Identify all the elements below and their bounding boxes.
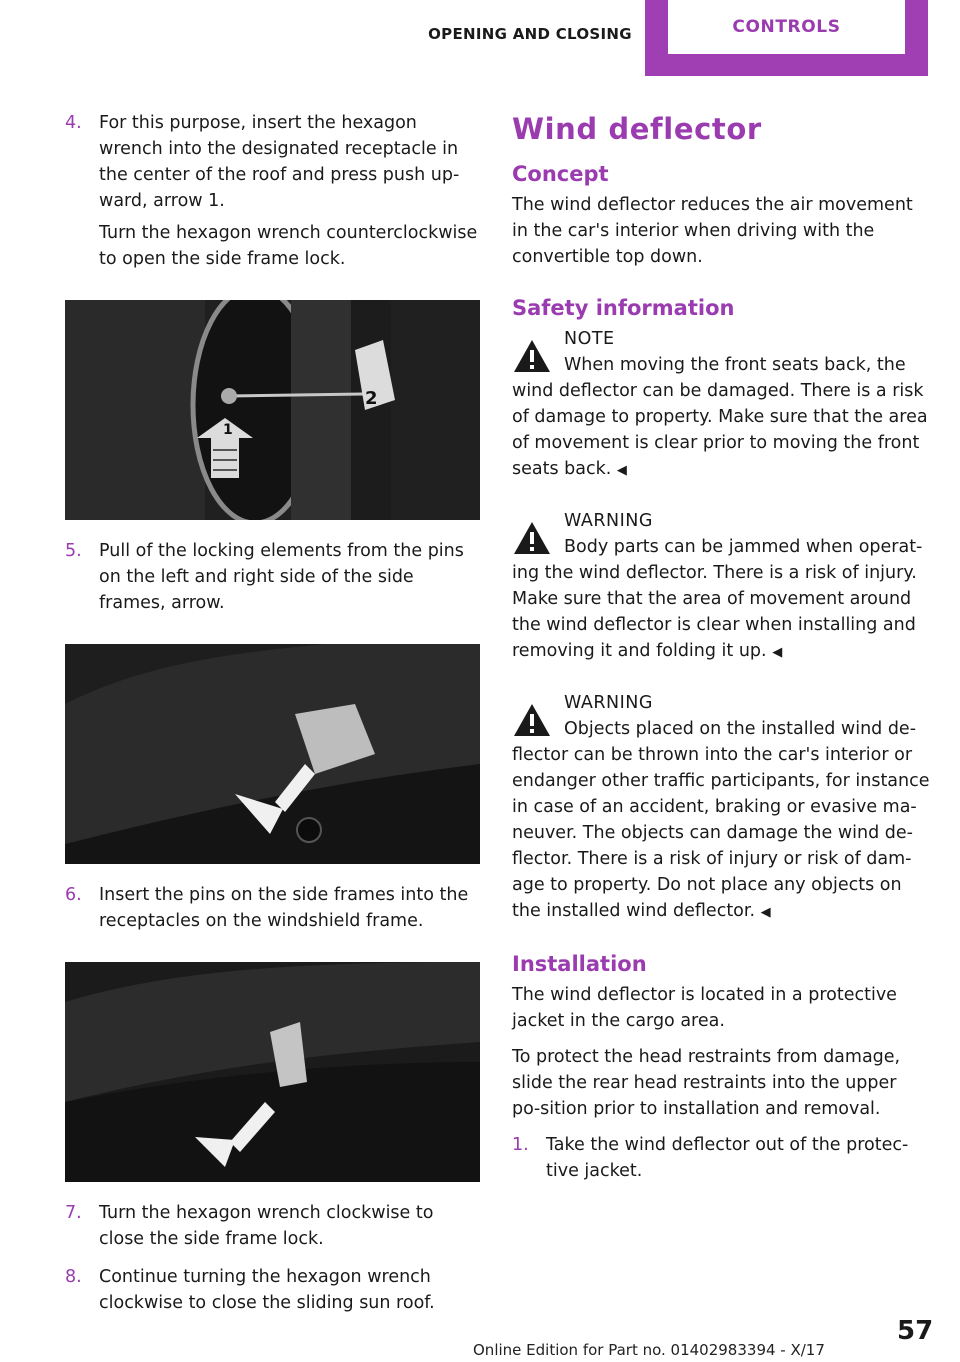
step-text: For this purpose, insert the hexagon wrench into the designated receptacle in the center of the roof and press push up‐ward, arrow 1. (99, 113, 460, 211)
header-chapter-label: CONTROLS (668, 0, 905, 54)
step-text: Turn the hexagon wrench counterclockwise to open the side frame lock. (99, 223, 478, 269)
header-chapter-tab (645, 0, 928, 76)
installation-text-2: To protect the head restraints from damage, slide the rear head restraints into the upper po‐sition prior to installation and removal. (512, 1047, 901, 1119)
warning-triangle-icon (512, 702, 552, 738)
step-number: 5. (65, 541, 82, 561)
end-mark-icon: ◀ (616, 463, 627, 478)
warning-triangle-icon (512, 338, 552, 374)
note-notice (512, 326, 930, 484)
figure-label-1: 1 (223, 422, 233, 438)
left-column (65, 110, 480, 1328)
step-7 (65, 1200, 480, 1258)
note-warning-objects (512, 690, 930, 926)
end-mark-icon: ◀ (772, 645, 783, 660)
step-8 (65, 1264, 480, 1322)
install-step-1 (512, 1132, 930, 1190)
warning-triangle-icon (512, 520, 552, 556)
note-warning-jam (512, 508, 930, 666)
step-number: 6. (65, 885, 82, 905)
step-4 (65, 110, 480, 278)
note-text: Objects placed on the installed wind de‐flector can be thrown into the car's interior or endanger other traffic participants, for instance in case of an accident, braking or evasive ma‐neuver. The objects can damage the wind de‐flector. There is a risk of injury or risk of dam‐age to property. Do not place any objects on the installed wind deflector. (512, 719, 930, 921)
step-text: Continue turning the hexagon wrench clockwise to close the sliding sun roof. (99, 1267, 435, 1313)
installation-text-1: The wind deflector is located in a protective jacket in the cargo area. (512, 985, 897, 1031)
step-text: Take the wind deflector out of the protec‐tive jacket. (546, 1135, 909, 1181)
step-number: 1. (512, 1135, 529, 1155)
step-text: Turn the hexagon wrench clockwise to close the side frame lock. (99, 1203, 434, 1249)
figure-locking-elements (65, 644, 480, 864)
page-number: 57 (897, 1316, 934, 1346)
installation-heading: Installation (512, 952, 647, 976)
step-number: 8. (65, 1267, 82, 1287)
header-section-title: OPENING AND CLOSING (428, 25, 632, 43)
concept-text: The wind deflector reduces the air movement in the car's interior when driving with the convertible top down. (512, 195, 913, 267)
step-number: 4. (65, 113, 82, 133)
end-mark-icon: ◀ (760, 905, 771, 920)
note-heading: WARNING (564, 693, 653, 713)
figure-hexagon-wrench-receptacle (65, 300, 480, 520)
footer-edition: Online Edition for Part no. 01402983394 - X/17 (473, 1341, 825, 1359)
section-title: Wind deflector (512, 112, 762, 146)
step-text: Pull of the locking elements from the pins on the left and right side of the side frames, arrow. (99, 541, 464, 613)
note-text: When moving the front seats back, the wind deflector can be damaged. There is a risk of damage to property. Make sure that the area of movement is clear prior to moving the front seats back. (512, 355, 928, 479)
step-6 (65, 882, 480, 940)
note-text: Body parts can be jammed when operat‐ing the wind deflector. There is a risk of injury. Make sure that the area of movement around the wind deflector is clear when installing and removing it and folding it up. (512, 537, 923, 661)
step-text: Insert the pins on the side frames into the receptacles on the windshield frame. (99, 885, 469, 931)
note-heading: WARNING (564, 511, 653, 531)
step-number: 7. (65, 1203, 82, 1223)
safety-heading: Safety information (512, 296, 735, 320)
figure-windshield-frame-pins (65, 962, 480, 1182)
figure-label-2: 2 (365, 388, 378, 409)
right-column (512, 110, 930, 1196)
note-heading: NOTE (564, 329, 615, 349)
step-5 (65, 538, 480, 622)
concept-heading: Concept (512, 162, 609, 186)
